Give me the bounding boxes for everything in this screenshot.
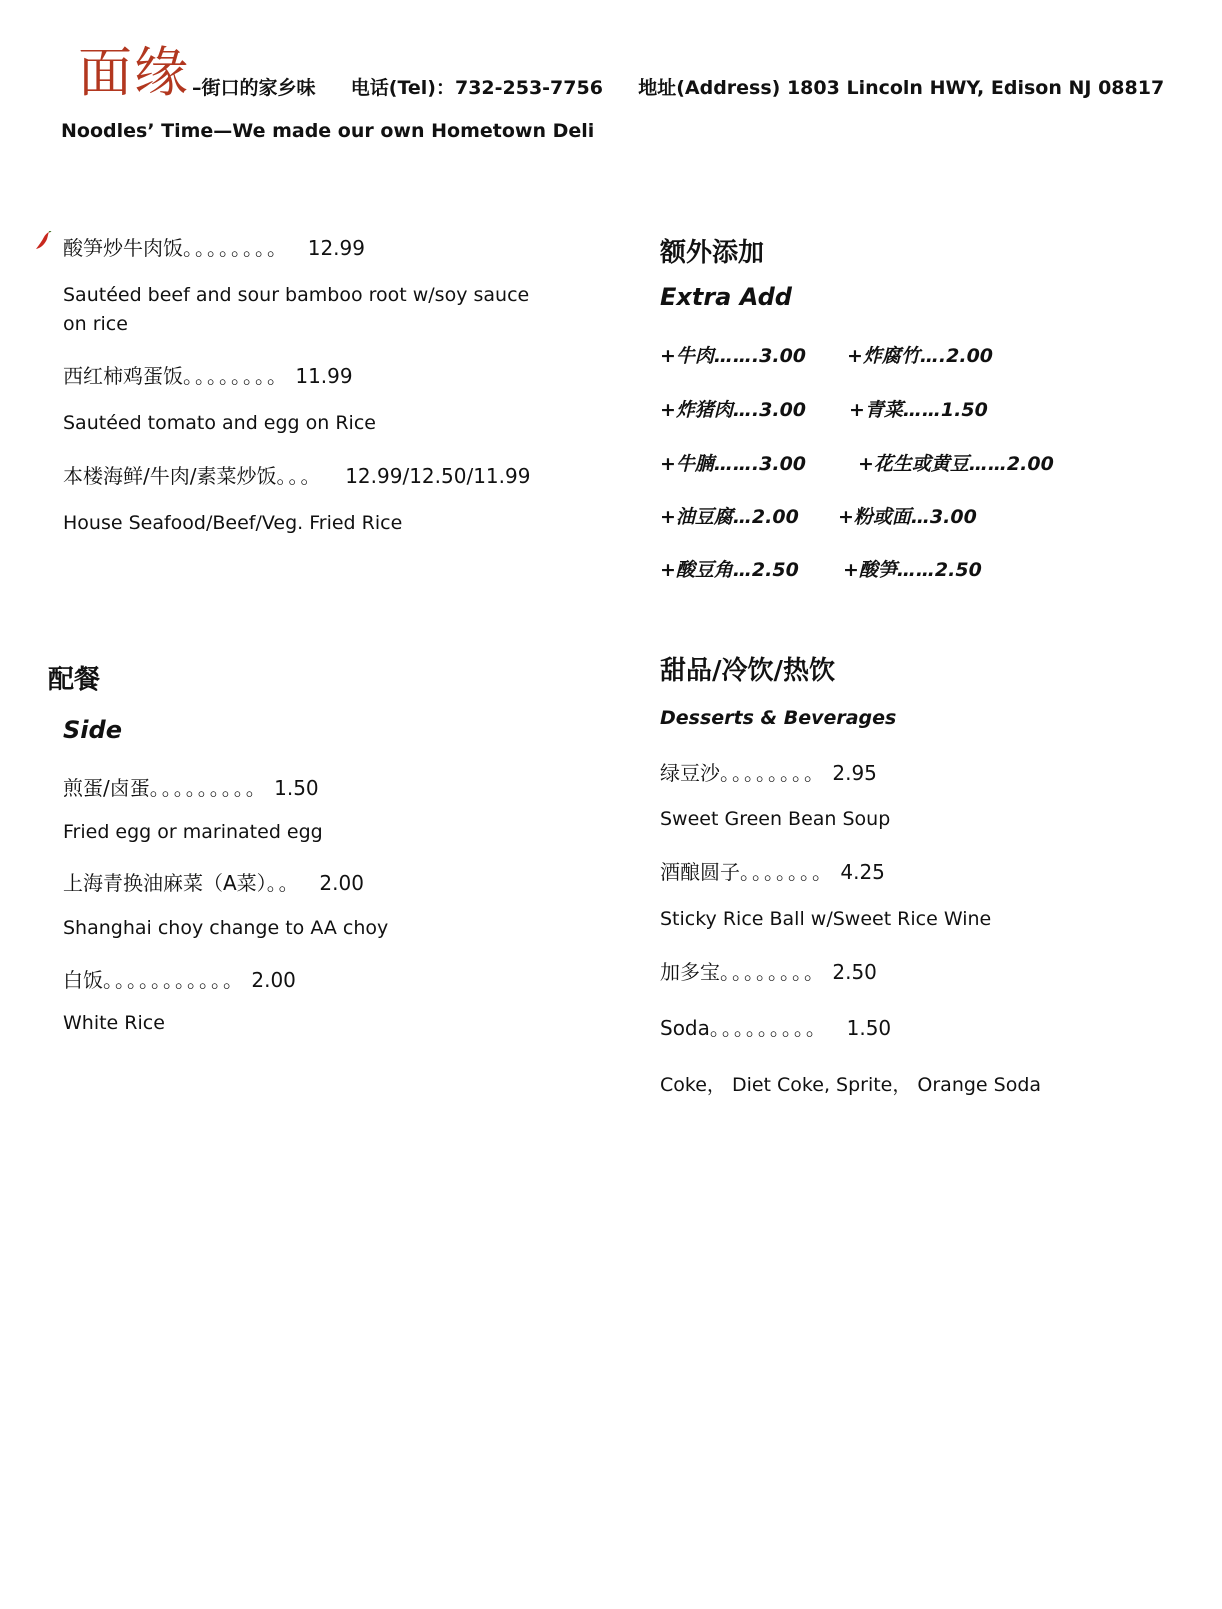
item-name: 加多宝 [660,960,720,984]
menu-item [660,761,877,785]
item-dots: 。。。。。。。。。 [149,776,268,800]
restaurant-logo: 面缘 [78,41,190,104]
menu-item [660,860,885,884]
header-subtitle: Noodles’ Time—We made our own Hometown Deli [61,120,595,142]
menu-item [63,236,365,260]
extra-item: +油豆腐…2.00 [660,506,799,528]
item-name: 酸笋炒牛肉饭 [63,236,183,260]
menu-item [63,364,353,388]
extra-add-heading-en: Extra Add [660,283,792,311]
extra-item: +花生或黄豆……2.00 [858,453,1054,475]
item-name: Soda [660,1016,710,1040]
menu-item [660,1016,891,1040]
item-price: 4.25 [840,860,885,884]
extra-item: +牛肉…….3.00 [660,345,807,367]
item-dots: 。。。。。。。。 [720,761,826,785]
item-dots: 。。 [266,871,301,895]
item-name: 上海青换油麻菜（A菜） [63,871,267,895]
side-heading-en: Side [63,716,122,744]
item-description: Shanghai choy change to AA choy [63,917,389,939]
header-info [192,77,1164,100]
extra-item: +炸腐竹….2.00 [847,345,994,367]
item-price: 2.95 [832,761,877,785]
item-name: 酒酿圆子 [660,860,740,884]
item-description: Coke， Diet Coke, Sprite， Orange Soda [660,1074,1042,1096]
item-description: White Rice [63,1012,165,1034]
desserts-heading-zh: 甜品/冷饮/热饮 [660,656,835,686]
item-dots: 。。。。。。。。 [720,960,826,984]
desserts-heading-en: Desserts & Beverages [660,707,897,729]
item-price: 1.50 [846,1016,892,1040]
item-price: 1.50 [274,776,319,800]
header-address: 地址(Address) 1803 Lincoln HWY, Edison NJ 08817 [638,77,1165,99]
item-name: 煎蛋/卤蛋 [63,776,150,800]
item-description: Sautéed beef and sour bamboo root w/soy sauce on rice [63,284,530,335]
menu-item [63,776,319,800]
menu-item [63,871,364,895]
item-dots: 。。。。。。。。。。。 [103,968,245,992]
extra-item: +炸猪肉….3.00 [660,399,807,421]
menu-item [660,960,877,984]
item-dots: 。。。。。。。。 [183,236,289,260]
item-dots: 。。。 [276,464,323,488]
item-dots: 。。。。。。。。 [183,364,289,388]
menu-item [63,968,296,992]
extra-item: +酸笋……2.50 [843,559,982,581]
item-name: 白饭 [63,968,103,992]
chili-pepper-icon [35,231,53,251]
item-description: Sautéed tomato and egg on Rice [63,412,376,434]
item-name: 西红柿鸡蛋饭 [63,364,183,388]
header-tagline: –街口的家乡味 [192,77,316,99]
item-price: 12.99/12.50/11.99 [345,464,531,488]
extra-item: +青菜……1.50 [849,399,988,421]
item-price: 2.00 [319,871,364,895]
header-tel: 电话(Tel)：732-253-7756 [350,77,603,99]
extra-item: +粉或面…3.00 [838,506,977,528]
item-description: Sweet Green Bean Soup [660,808,891,830]
item-dots: 。。。。。。。。。 [709,1016,828,1040]
item-price: 2.00 [251,968,296,992]
item-price: 11.99 [295,364,353,388]
item-name: 本楼海鲜/牛肉/素菜炒饭 [63,464,277,488]
menu-item [63,464,530,488]
item-description: House Seafood/Beef/Veg. Fried Rice [63,512,403,534]
item-price: 2.50 [832,960,877,984]
item-name: 绿豆沙 [660,761,720,785]
item-description: Fried egg or marinated egg [63,821,323,843]
extra-add-heading-zh: 额外添加 [660,238,765,268]
item-dots: 。。。。。。。 [740,860,834,884]
side-heading-zh: 配餐 [48,665,101,695]
item-price: 12.99 [307,236,365,260]
extra-item: +酸豆角…2.50 [660,559,799,581]
item-description: Sticky Rice Ball w/Sweet Rice Wine [660,908,992,930]
extra-item: +牛腩…….3.00 [660,453,807,475]
